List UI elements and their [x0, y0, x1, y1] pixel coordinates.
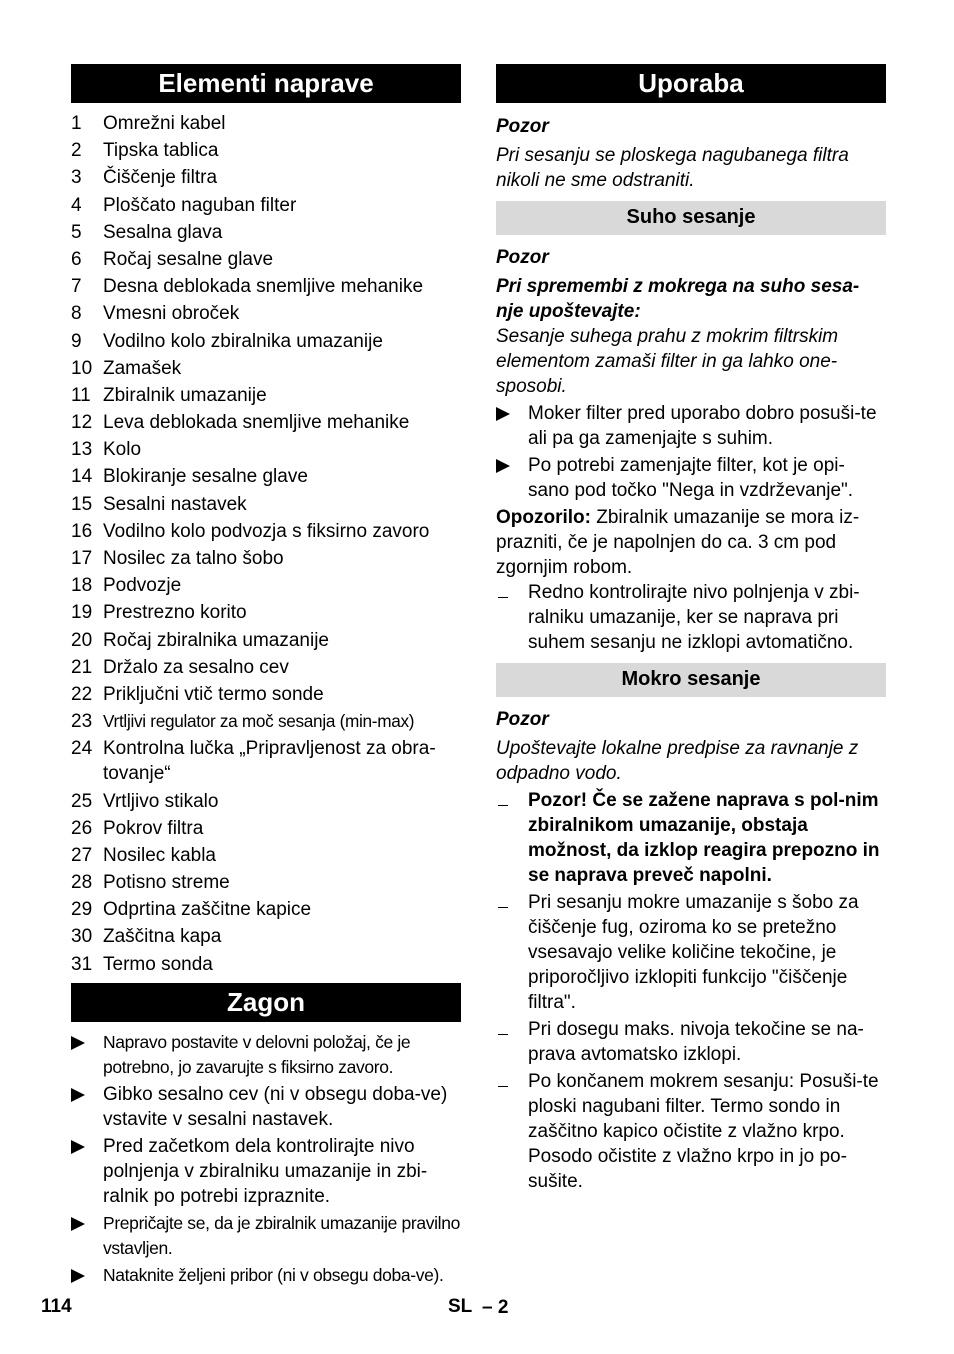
item-number: 26 [71, 817, 93, 839]
step-text: Nataknite željeni pribor (ni v obsegu doba-ve). [103, 1264, 444, 1285]
list-item [71, 600, 461, 625]
item-text: Ročaj sesalne glave [103, 248, 274, 270]
item-number: 10 [71, 357, 93, 379]
list-item [71, 655, 461, 680]
item-number: 5 [71, 221, 82, 243]
list-item [71, 165, 461, 190]
list-item [71, 1134, 461, 1209]
list-item [71, 193, 461, 218]
dash-bullet-icon [498, 805, 508, 807]
arrow-icon [496, 459, 510, 473]
caution-text: Pri sesanju se ploskega nagubanega filtra nikoli ne sme odstraniti. [496, 145, 849, 191]
item-text: Nosilec kabla [103, 844, 216, 866]
item-number: 18 [71, 575, 93, 597]
page-number: 114 [41, 1296, 72, 1317]
step-text: Po potrebi zamenjajte filter, kot je opi-sano pod točko "Nega in vzdrževanje". [528, 455, 854, 501]
item-number: 15 [71, 493, 93, 515]
caution-heading: Pri spremembi z mokrega na suho sesa-nje upoštevajte: [496, 276, 860, 322]
item-text: Vrtljivo stikalo [103, 790, 219, 812]
caution-label: Pozor [496, 247, 549, 268]
item-text: Vmesni obroček [103, 303, 240, 325]
item-text: Omrežni kabel [103, 113, 226, 134]
list-item [71, 573, 461, 598]
item-number: 13 [71, 439, 93, 461]
item-text: Ploščato naguban filter [103, 194, 297, 216]
item-text: Kolo [103, 439, 142, 461]
list-item [71, 138, 461, 163]
arrow-icon [71, 1088, 85, 1102]
item-text: Vrtljivi regulator za moč sesanja (min-max) [103, 711, 415, 732]
list-item [496, 453, 886, 503]
step-text: Napravo postavite v delovni položaj, če je potrebno, jo zavarujte s fiksirno zavoro. [103, 1031, 411, 1077]
subsection-title-mokro: Mokro sesanje [496, 663, 886, 697]
warning-text: Zbiralnik umazanije se mora iz-prazniti, če je napolnjen do ca. 3 cm pod zgornjim robom. [496, 507, 860, 578]
right-column [496, 64, 886, 1196]
list-item [71, 1263, 461, 1290]
list-item [71, 301, 461, 326]
item-text: Vodilno kolo podvozja s fiksirno zavoro [103, 520, 430, 542]
item-number: 23 [71, 711, 93, 733]
item-number: 29 [71, 899, 93, 921]
list-item [71, 383, 461, 408]
list-item [71, 1082, 461, 1132]
list-item [496, 1069, 886, 1194]
list-item [71, 492, 461, 517]
item-text: Vodilno kolo zbiralnika umazanije [103, 330, 383, 352]
warning-paragraph [496, 505, 886, 580]
list-item [71, 709, 461, 734]
mokro-dash-list [496, 788, 886, 1194]
item-text: Pokrov filtra [103, 817, 204, 839]
zagon-steps [71, 1030, 461, 1290]
arrow-icon [71, 1036, 85, 1050]
list-item [496, 890, 886, 1015]
sub-page-number: – 2 [482, 1297, 509, 1318]
caution-text: Sesanje suhega prahu z mokrim filtrskim elementom zamaši filter in ga lahko one-sposobi. [496, 326, 839, 397]
step-text: Moker filter pred uporabo dobro posuši-te ali pa ga zamenjajte s suhim. [528, 403, 877, 449]
item-text: Nosilec za talno šobo [103, 548, 284, 569]
item-text: Zaščitna kapa [103, 926, 222, 948]
item-number: 11 [71, 384, 91, 406]
dash-text: Pri dosegu maks. nivoja tekočine se na-prava avtomatsko izklopi. [528, 1019, 864, 1065]
item-number: 30 [71, 926, 93, 948]
caution-text: Upoštevajte lokalne predpise za ravnanje z odpadno vodo. [496, 738, 859, 784]
item-number: 9 [71, 330, 82, 352]
suho-dash-list [496, 580, 886, 655]
item-number: 1 [71, 113, 82, 134]
list-item [71, 247, 461, 272]
dash-bullet-icon [498, 1086, 508, 1088]
item-text: Sesalni nastavek [103, 493, 247, 515]
list-item [71, 1030, 461, 1080]
list-item [71, 816, 461, 841]
item-text: Potisno streme [103, 872, 230, 894]
item-text: Termo sonda [103, 953, 213, 975]
list-item [71, 410, 461, 435]
arrow-icon [71, 1269, 85, 1283]
caution-label: Pozor [496, 709, 549, 730]
warning-label: Opozorilo: [496, 507, 591, 528]
arrow-icon [496, 407, 510, 421]
list-item [71, 870, 461, 895]
list-item [71, 628, 461, 653]
item-number: 22 [71, 683, 93, 705]
list-item [71, 356, 461, 381]
left-column [71, 64, 461, 1292]
dash-bullet-icon [498, 907, 508, 909]
item-text: Ročaj zbiralnika umazanije [103, 629, 329, 651]
list-item [71, 924, 461, 949]
list-item [496, 788, 886, 888]
item-number: 4 [71, 194, 82, 216]
item-text: Zbiralnik umazanije [103, 384, 267, 406]
item-number: 24 [71, 738, 93, 760]
parts-list [71, 111, 461, 977]
list-item [71, 437, 461, 462]
item-text: Desna deblokada snemljive mehanike [103, 276, 424, 298]
list-item [71, 736, 461, 786]
list-item [71, 274, 461, 299]
list-item [496, 580, 886, 655]
dash-text: Pri sesanju mokre umazanije s šobo za čiščenje fug, oziroma ko se pretežno vsesavajo velike količine tekočine, je priporočljivo izklopiti funkcijo "čiščenje filtra". [528, 892, 859, 1013]
item-text: Priključni vtič termo sonde [103, 683, 324, 705]
item-text: Leva deblokada snemljive mehanike [103, 412, 410, 434]
item-text: Prestrezno korito [103, 602, 247, 624]
dash-bullet-icon [498, 597, 508, 599]
item-number: 19 [71, 602, 93, 624]
item-number: 16 [71, 520, 93, 542]
list-item [71, 519, 461, 544]
step-text: Pred začetkom dela kontrolirajte nivo polnjenja v zbiralniku umazanije in zbi-ralnik po potrebi izpraznite. [103, 1135, 428, 1207]
dash-text: Po končanem mokrem sesanju: Posuši-te ploski nagubani filter. Termo sondo in zaščitno kapico očistite z vlažno krpo. Posodo očistite z vlažno krpo in jo po-sušite. [528, 1071, 879, 1192]
language-code: SL [448, 1296, 473, 1317]
dash-text: Pozor! Če se zažene naprava s pol-nim zbiralnikom umazanije, obstaja možnost, da izklop reagira prepozno in se naprava preveč napolni. [528, 790, 880, 886]
item-number: 3 [71, 167, 82, 189]
item-number: 14 [71, 466, 93, 488]
section-title-elementi: Elementi naprave [71, 64, 461, 103]
list-item [71, 789, 461, 814]
item-number: 12 [71, 412, 93, 434]
item-text: Zamašek [103, 357, 182, 379]
list-item [71, 843, 461, 868]
arrow-icon [71, 1217, 85, 1231]
dash-bullet-icon [498, 1034, 508, 1036]
list-item [71, 329, 461, 354]
list-item [71, 952, 461, 977]
dash-text: Redno kontrolirajte nivo polnjenja v zbi-ralniku umazanije, ker se naprava pri suhem sesanju ne izklopi avtomatično. [528, 582, 860, 653]
item-number: 8 [71, 303, 82, 325]
item-number: 28 [71, 872, 93, 894]
step-text: Gibko sesalno cev (ni v obsegu doba-ve) vstavite v sesalni nastavek. [103, 1083, 448, 1130]
list-item [71, 897, 461, 922]
item-text: Sesalna glava [103, 221, 223, 243]
list-item [71, 111, 461, 136]
item-text: Kontrolna lučka „Pripravljenost za obra-tovanje“ [103, 738, 436, 785]
caution-label: Pozor [496, 116, 549, 137]
section-title-uporaba: Uporaba [496, 64, 886, 103]
list-item [71, 1211, 461, 1261]
item-number: 21 [71, 656, 93, 678]
item-number: 7 [71, 276, 82, 298]
step-text: Prepričajte se, da je zbiralnik umazanije pravilno vstavljen. [103, 1212, 460, 1258]
section-title-zagon: Zagon [71, 983, 461, 1022]
item-text: Držalo za sesalno cev [103, 656, 289, 678]
item-number: 6 [71, 248, 82, 270]
subsection-title-suho: Suho sesanje [496, 201, 886, 235]
arrow-icon [71, 1140, 85, 1154]
list-item [71, 682, 461, 707]
item-text: Blokiranje sesalne glave [103, 466, 308, 488]
item-number: 27 [71, 844, 93, 866]
list-item [496, 401, 886, 451]
list-item [496, 1017, 886, 1067]
item-number: 2 [71, 140, 82, 162]
item-number: 20 [71, 629, 93, 651]
item-text: Podvozje [103, 575, 182, 597]
suho-steps [496, 401, 886, 503]
item-number: 25 [71, 790, 93, 812]
item-text: Tipska tablica [103, 140, 219, 162]
list-item [71, 220, 461, 245]
item-number: 17 [71, 548, 93, 569]
item-text: Odprtina zaščitne kapice [103, 899, 312, 921]
list-item [71, 546, 461, 571]
item-text: Čiščenje filtra [103, 167, 218, 189]
list-item [71, 464, 461, 489]
item-number: 31 [71, 953, 93, 975]
